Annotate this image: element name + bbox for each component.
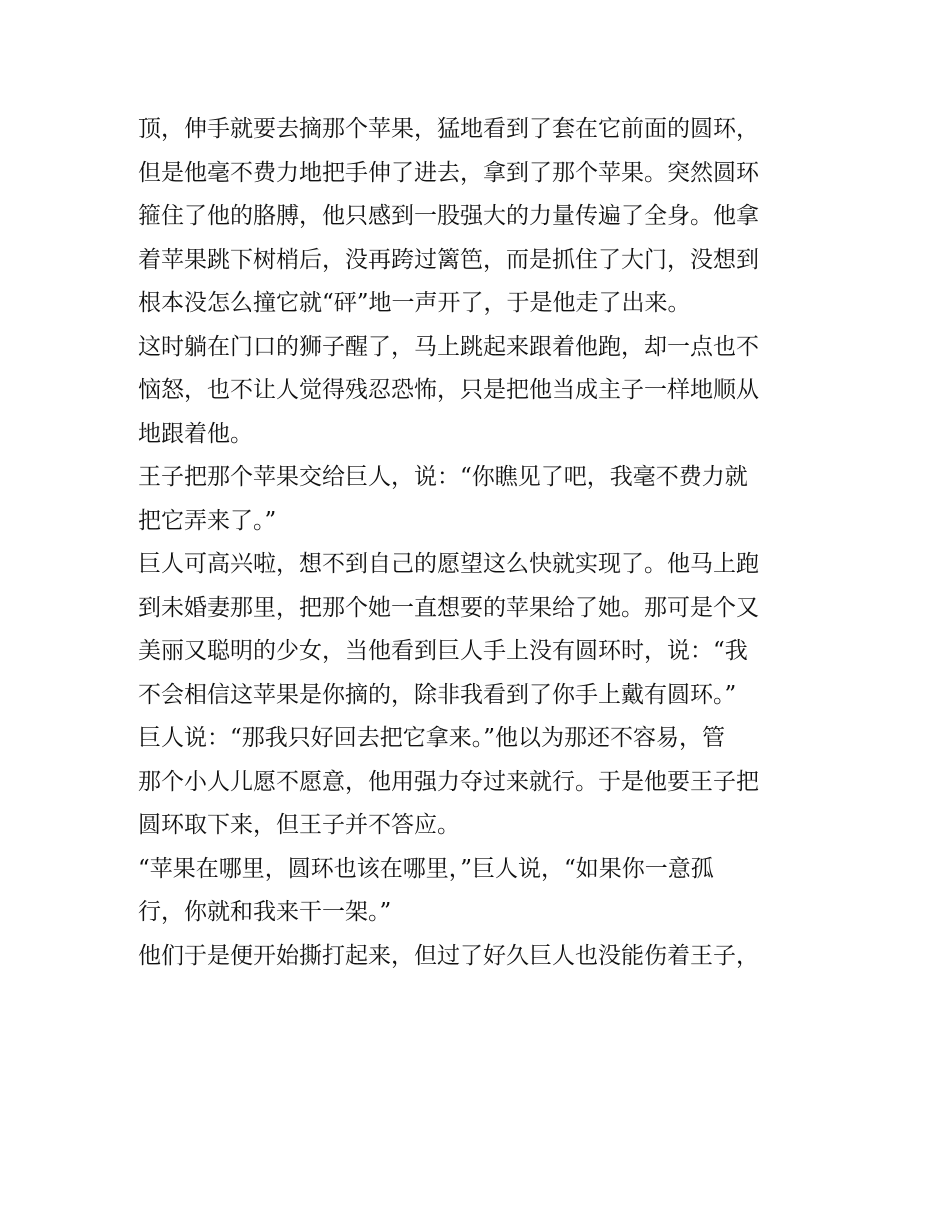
text-line: 巨人说：“那我只好回去把它拿来。”他以为那还不容易，管 xyxy=(138,725,726,751)
text-line: “苹果在哪里，圆环也该在哪里，”巨人说，“如果你一意孤 xyxy=(138,855,714,882)
text-line: 美丽又聪明的少女，当他看到巨人手上没有圆环时，说：“我 xyxy=(138,638,748,664)
text-line: 恼怒，也不让人觉得残忍恐怖，只是把他当成主子一样地顺从 xyxy=(138,377,759,403)
text-line: 王子把那个苹果交给巨人，说：“你瞧见了吧，我毫不费力就 xyxy=(138,464,748,490)
text-line: 圆环取下来，但王子并不答应。 xyxy=(138,812,460,838)
text-line: 箍住了他的胳膊，他只感到一股强大的力量传遍了全身。他拿 xyxy=(138,203,759,229)
text-line: 行，你就和我来干一架。” xyxy=(138,899,392,925)
text-line: 着苹果跳下树梢后，没再跨过篱笆，而是抓住了大门，没想到 xyxy=(138,246,759,273)
text-line: 这时躺在门口的狮子醒了，马上跳起来跟着他跑，却一点也不 xyxy=(138,333,759,360)
text-line: 不会相信这苹果是你摘的，除非我看到了你手上戴有圆环。” xyxy=(138,681,737,708)
story-text xyxy=(138,108,828,978)
text-line: 他们于是便开始撕打起来，但过了好久巨人也没能伤着王子， xyxy=(138,942,759,969)
text-line: 顶，伸手就要去摘那个苹果，猛地看到了套在它前面的圆环， xyxy=(138,116,759,142)
text-line: 到未婚妻那里，把那个她一直想要的苹果给了她。那可是个又 xyxy=(138,594,759,621)
text-line: 根本没怎么撞它就“砰”地一声开了，于是他走了出来。 xyxy=(138,290,691,316)
text-line: 那个小人儿愿不愿意，他用强力夺过来就行。于是他要王子把 xyxy=(138,768,759,795)
text-line: 地跟着他。 xyxy=(138,420,253,447)
text-line: 巨人可高兴啦，想不到自己的愿望这么快就实现了。他马上跑 xyxy=(138,551,759,577)
text-line: 把它弄来了。” xyxy=(138,507,277,534)
text-line: 但是他毫不费力地把手伸了进去，拿到了那个苹果。突然圆环 xyxy=(138,159,759,186)
